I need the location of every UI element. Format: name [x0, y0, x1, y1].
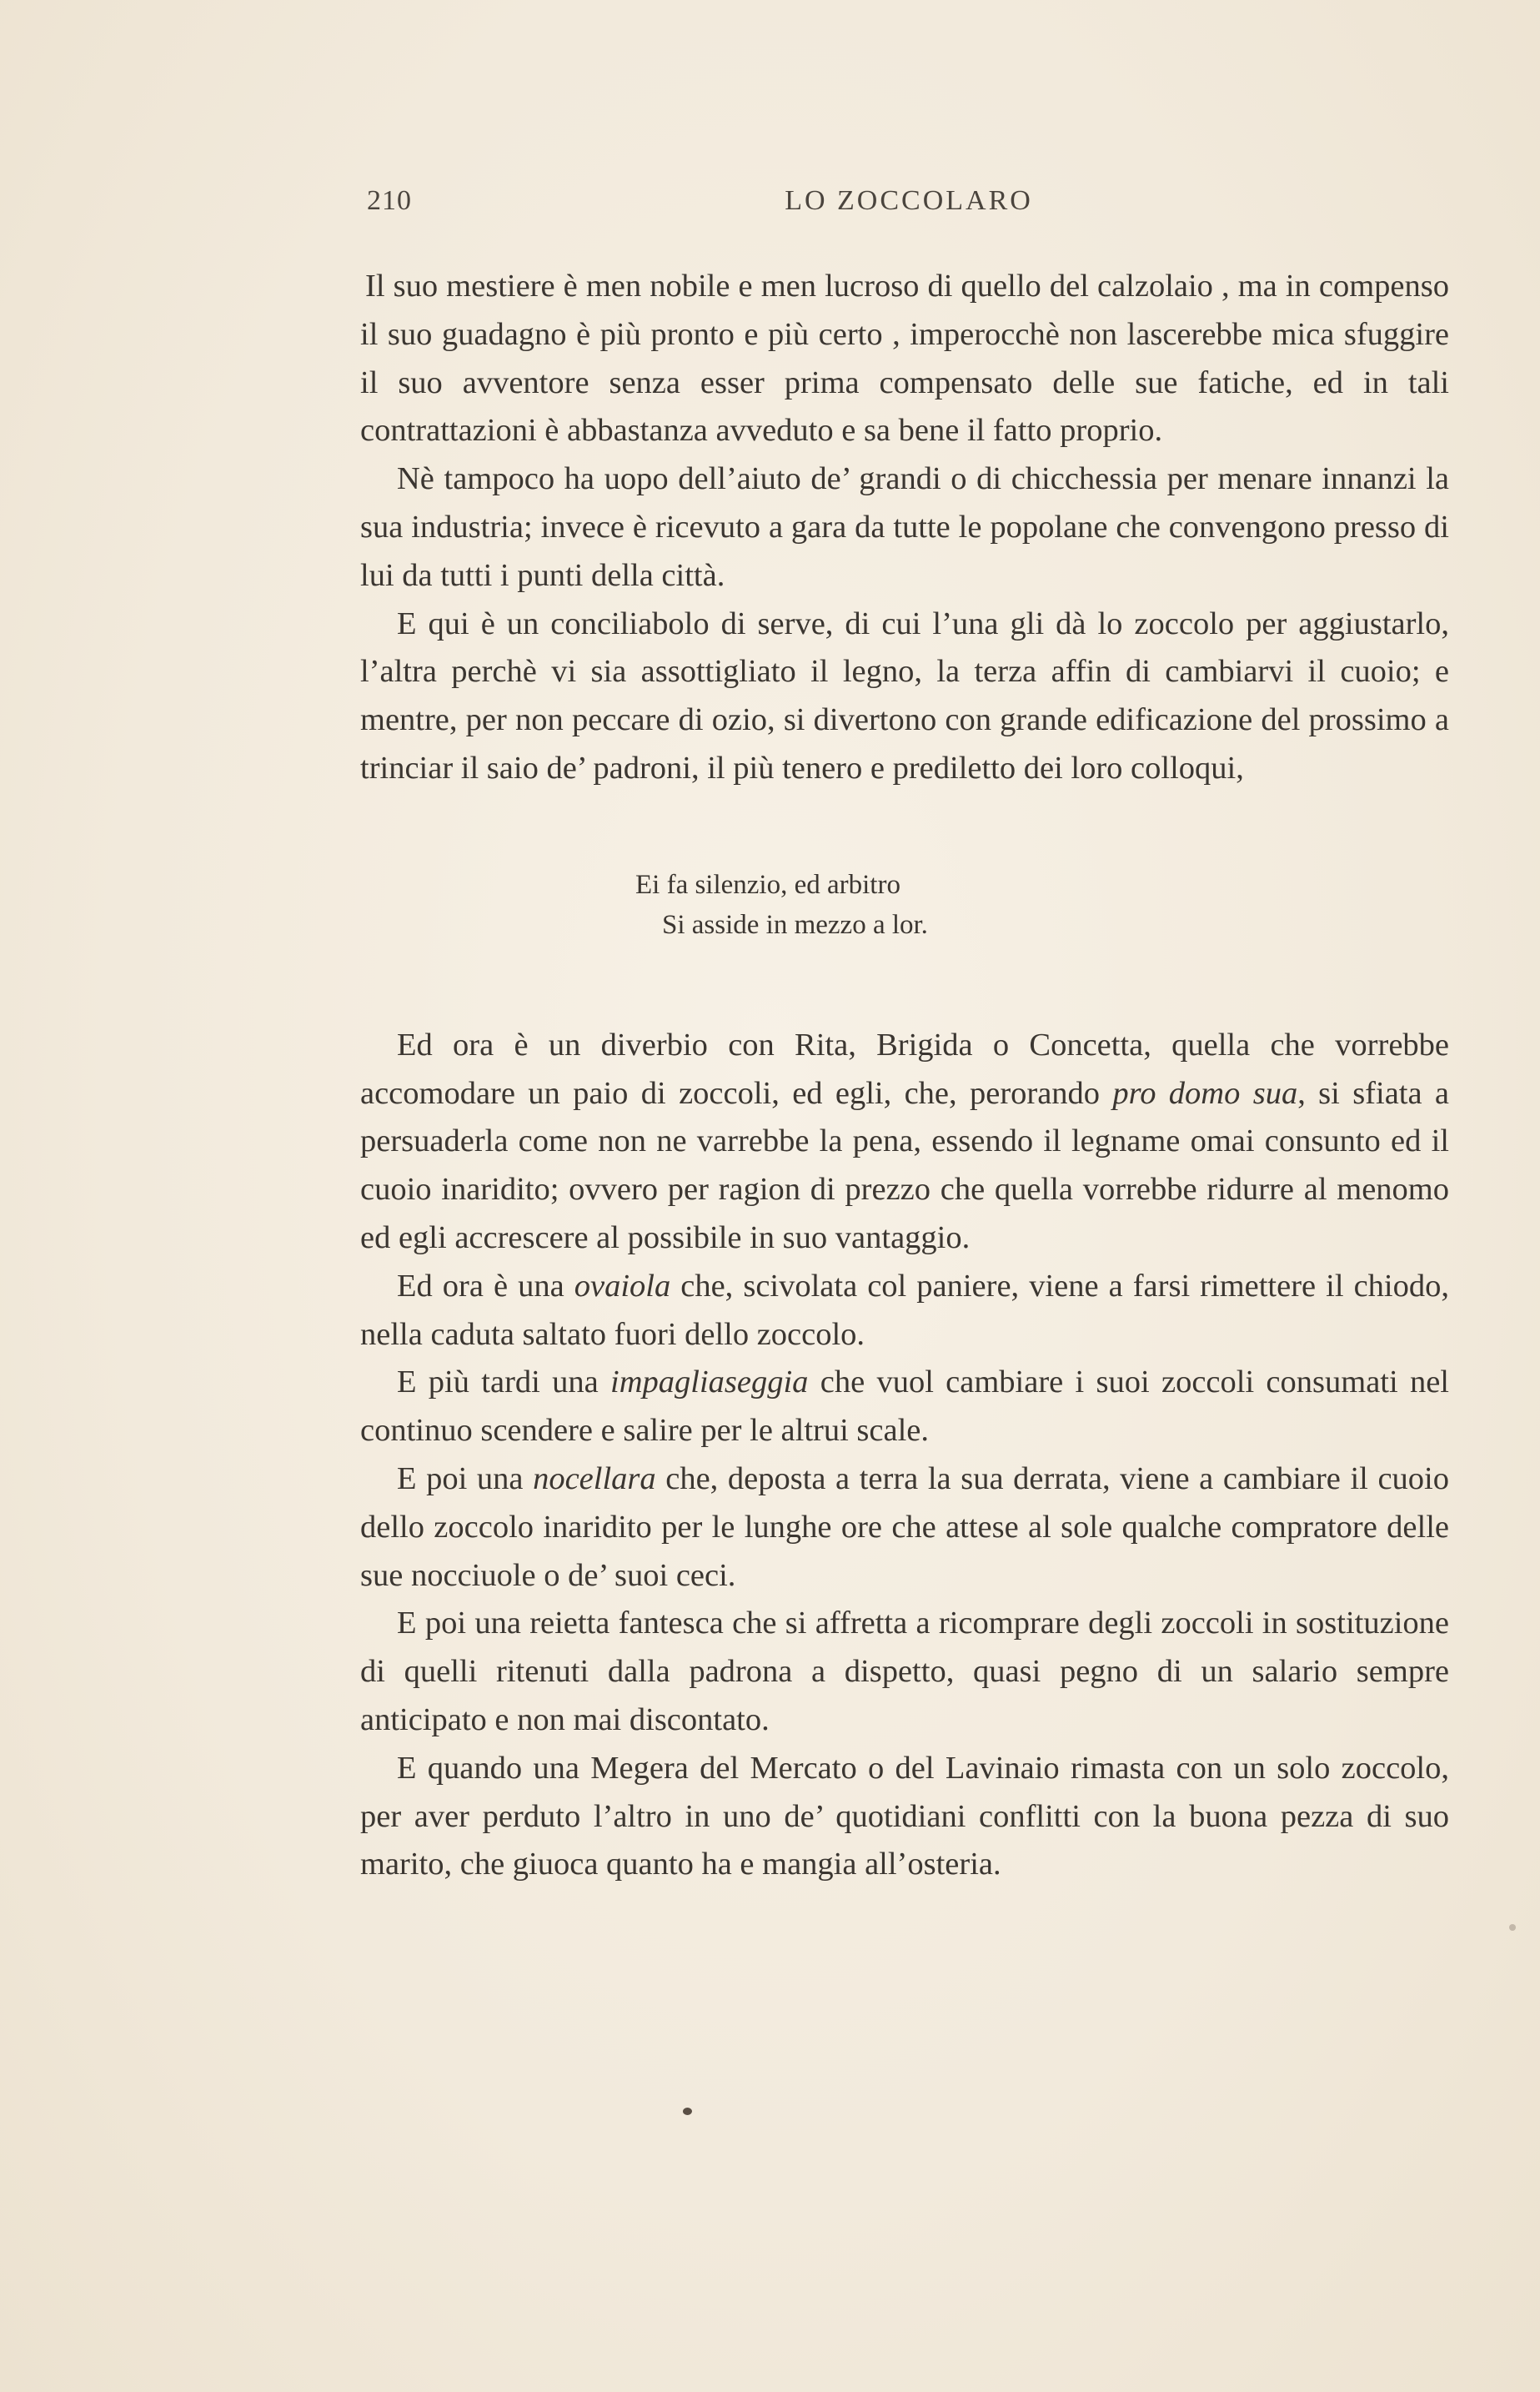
paragraph: E poi una reietta fantesca che si affretta a ricomprare degli zoccoli in sostituzione di quelli ritenuti dalla padrona a dispetto, quasi pegno di un salario sempre anticipato e non mai discontato. [360, 1606, 1449, 1737]
italic-term: nocellara [533, 1460, 656, 1496]
text-run: Ed ora è un diverbio con Rita, Brigida o Concetta, quella che vorrebbe accomodare un paio di zoccoli, ed egli, che, perorando [360, 1027, 1449, 1111]
text-run: E più tardi una [397, 1364, 611, 1400]
verse-line: Si asside in mezzo a lor. [662, 909, 928, 940]
running-title: LO ZOCCOLARO [785, 185, 1033, 216]
verse-quotation [360, 865, 1449, 945]
text-run: Ed ora è una [397, 1268, 574, 1304]
text-run: che, scivolata col paniere, viene a farsi rimettere il chiodo, nella caduta saltato fuori dello zoccolo. [360, 1268, 1449, 1352]
italic-term: impagliaseggia [610, 1364, 809, 1400]
text-run: che vuol cambiare i suoi zoccoli consumati nel continuo scendere e salire per le altrui scale. [360, 1364, 1449, 1449]
text-run: , si sfiata a persuaderla come non ne varrebbe la pena, essendo il legname omai consunto ed il cuoio inaridito; ovvero per ragion di prezzo che quella vorrebbe ridurre al menomo ed egli accrescere al possibile in suo vantaggio. [360, 1075, 1450, 1255]
page-number: 210 [367, 185, 412, 216]
verse-line: Ei fa silenzio, ed arbitro [635, 869, 900, 900]
paragraph [360, 1455, 1449, 1600]
ink-spot [683, 2108, 692, 2115]
text-run: che, deposta a terra la sua derrata, viene a cambiare il cuoio dello zoccolo inaridito per le lunghe ore che attese al sole qualche compratore delle sue nocciuole o de’ suoi ceci. [360, 1460, 1449, 1593]
paragraph [360, 1359, 1449, 1455]
paragraph: Nè tampoco ha uopo dell’aiuto de’ grandi o di chicchessia per menare innanzi la sua industria; invece è ricevuto a gara da tutte le popolane che convengono presso di lui da tutti i punti della città. [360, 461, 1449, 593]
page-body [360, 263, 1449, 1889]
paragraph [360, 1263, 1449, 1359]
paragraph: E quando una Megera del Mercato o del Lavinaio rimasta con un solo zoccolo, per aver perduto l’altro in uno de’ quotidiani conflitti con la buona pezza di suo marito, che giuoca quanto ha e mangia all’osteria. [360, 1750, 1449, 1882]
italic-term: ovaiola [574, 1268, 671, 1304]
paragraph: Il suo mestiere è men nobile e men lucroso di quello del calzolaio , ma in compenso il suo guadagno è più pronto e più certo , imperocchè non lascerebbe mica sfuggire il suo avventore senza esser prima compensato delle sue fatiche, ed in tali contrattazioni è abbastanza avveduto e sa bene il fatto proprio. [360, 269, 1449, 449]
page-header [367, 185, 1451, 227]
italic-term: pro domo sua [1112, 1075, 1298, 1111]
ink-spot [1509, 1924, 1516, 1931]
paragraph: E qui è un conciliabolo di serve, di cui l’una gli dà lo zoccolo per aggiustarlo, l’altra perchè vi sia assottigliato il legno, la terza affin di cambiarvi il cuoio; e mentre, per non peccare di ozio, si divertono con grande edificazione del prossimo a trinciar il saio de’ padroni, il più tenero e prediletto dei loro colloqui, [360, 606, 1449, 786]
paragraph [360, 1022, 1449, 1263]
text-run: E poi una [397, 1460, 534, 1496]
